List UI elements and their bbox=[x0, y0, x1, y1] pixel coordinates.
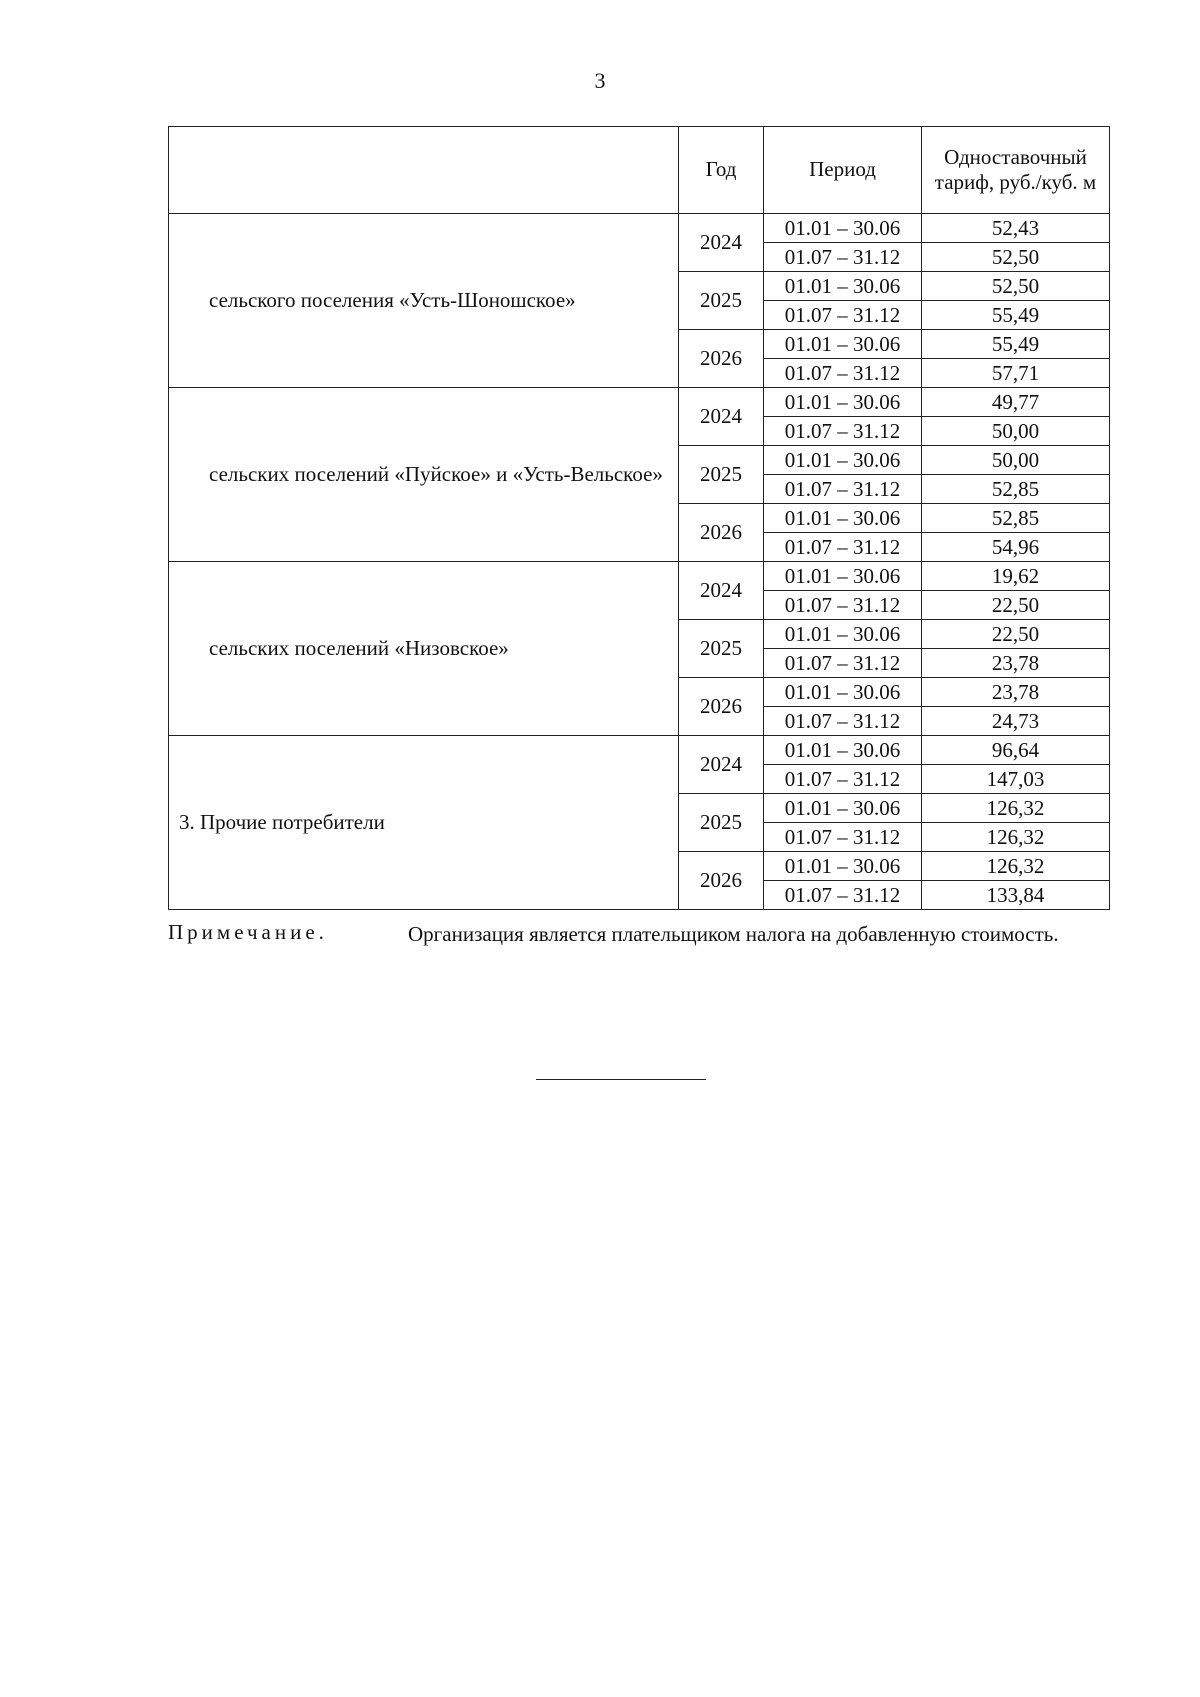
year-cell: 2026 bbox=[679, 678, 764, 736]
year-cell: 2025 bbox=[679, 272, 764, 330]
period-cell: 01.01 – 30.06 bbox=[764, 736, 922, 765]
period-cell: 01.07 – 31.12 bbox=[764, 881, 922, 910]
year-cell: 2024 bbox=[679, 214, 764, 272]
period-cell: 01.07 – 31.12 bbox=[764, 765, 922, 794]
header-tariff: Одноставочный тариф, руб./куб. м bbox=[922, 127, 1110, 214]
period-cell: 01.07 – 31.12 bbox=[764, 533, 922, 562]
tariff-cell: 126,32 bbox=[922, 794, 1110, 823]
period-cell: 01.07 – 31.12 bbox=[764, 591, 922, 620]
note-text: Организация является плательщиком налога на добавленную стоимость. bbox=[408, 922, 1059, 946]
tariff-cell: 55,49 bbox=[922, 301, 1110, 330]
tariff-cell: 50,00 bbox=[922, 446, 1110, 475]
tariff-cell: 22,50 bbox=[922, 620, 1110, 649]
header-period: Период bbox=[764, 127, 922, 214]
tariff-cell: 96,64 bbox=[922, 736, 1110, 765]
header-year: Год bbox=[679, 127, 764, 214]
consumer-group-label: сельских поселений «Низовское» bbox=[169, 562, 679, 736]
period-cell: 01.01 – 30.06 bbox=[764, 562, 922, 591]
table-header-row bbox=[169, 127, 1110, 214]
tariff-cell: 57,71 bbox=[922, 359, 1110, 388]
period-cell: 01.01 – 30.06 bbox=[764, 504, 922, 533]
year-cell: 2026 bbox=[679, 852, 764, 910]
tariff-cell: 147,03 bbox=[922, 765, 1110, 794]
tariff-cell: 22,50 bbox=[922, 591, 1110, 620]
period-cell: 01.07 – 31.12 bbox=[764, 475, 922, 504]
period-cell: 01.01 – 30.06 bbox=[764, 620, 922, 649]
period-cell: 01.07 – 31.12 bbox=[764, 301, 922, 330]
period-cell: 01.01 – 30.06 bbox=[764, 330, 922, 359]
period-cell: 01.07 – 31.12 bbox=[764, 243, 922, 272]
year-cell: 2025 bbox=[679, 446, 764, 504]
table-row bbox=[169, 736, 1110, 765]
year-cell: 2026 bbox=[679, 504, 764, 562]
period-cell: 01.01 – 30.06 bbox=[764, 214, 922, 243]
table-row bbox=[169, 388, 1110, 417]
consumer-group-label: сельских поселений «Пуйское» и «Усть-Вельское» bbox=[169, 388, 679, 562]
note-label: Примечание. bbox=[168, 920, 328, 944]
note bbox=[168, 920, 1110, 949]
year-cell: 2024 bbox=[679, 736, 764, 794]
tariff-cell: 24,73 bbox=[922, 707, 1110, 736]
page-number: 3 bbox=[594, 68, 606, 93]
tariff-cell: 55,49 bbox=[922, 330, 1110, 359]
tariff-cell: 52,50 bbox=[922, 272, 1110, 301]
period-cell: 01.01 – 30.06 bbox=[764, 388, 922, 417]
tariff-cell: 23,78 bbox=[922, 649, 1110, 678]
period-cell: 01.01 – 30.06 bbox=[764, 794, 922, 823]
tariff-cell: 23,78 bbox=[922, 678, 1110, 707]
year-cell: 2025 bbox=[679, 794, 764, 852]
closing-rule bbox=[536, 1079, 706, 1080]
tariff-cell: 126,32 bbox=[922, 852, 1110, 881]
year-cell: 2025 bbox=[679, 620, 764, 678]
period-cell: 01.01 – 30.06 bbox=[764, 446, 922, 475]
period-cell: 01.01 – 30.06 bbox=[764, 852, 922, 881]
period-cell: 01.07 – 31.12 bbox=[764, 649, 922, 678]
table-row bbox=[169, 562, 1110, 591]
tariff-cell: 52,85 bbox=[922, 504, 1110, 533]
tariff-cell: 54,96 bbox=[922, 533, 1110, 562]
year-cell: 2024 bbox=[679, 388, 764, 446]
period-cell: 01.07 – 31.12 bbox=[764, 707, 922, 736]
period-cell: 01.01 – 30.06 bbox=[764, 678, 922, 707]
year-cell: 2026 bbox=[679, 330, 764, 388]
tariff-cell: 133,84 bbox=[922, 881, 1110, 910]
tariff-cell: 19,62 bbox=[922, 562, 1110, 591]
year-cell: 2024 bbox=[679, 562, 764, 620]
tariff-cell: 126,32 bbox=[922, 823, 1110, 852]
tariff-cell: 52,43 bbox=[922, 214, 1110, 243]
period-cell: 01.07 – 31.12 bbox=[764, 359, 922, 388]
header-consumer bbox=[169, 127, 679, 214]
period-cell: 01.07 – 31.12 bbox=[764, 823, 922, 852]
tariff-cell: 50,00 bbox=[922, 417, 1110, 446]
tariff-table bbox=[168, 126, 1110, 910]
period-cell: 01.07 – 31.12 bbox=[764, 417, 922, 446]
tariff-cell: 49,77 bbox=[922, 388, 1110, 417]
tariff-cell: 52,85 bbox=[922, 475, 1110, 504]
consumer-group-label: 3. Прочие потребители bbox=[169, 736, 679, 910]
table-row bbox=[169, 214, 1110, 243]
consumer-group-label: сельского поселения «Усть-Шоношское» bbox=[169, 214, 679, 388]
tariff-cell: 52,50 bbox=[922, 243, 1110, 272]
period-cell: 01.01 – 30.06 bbox=[764, 272, 922, 301]
